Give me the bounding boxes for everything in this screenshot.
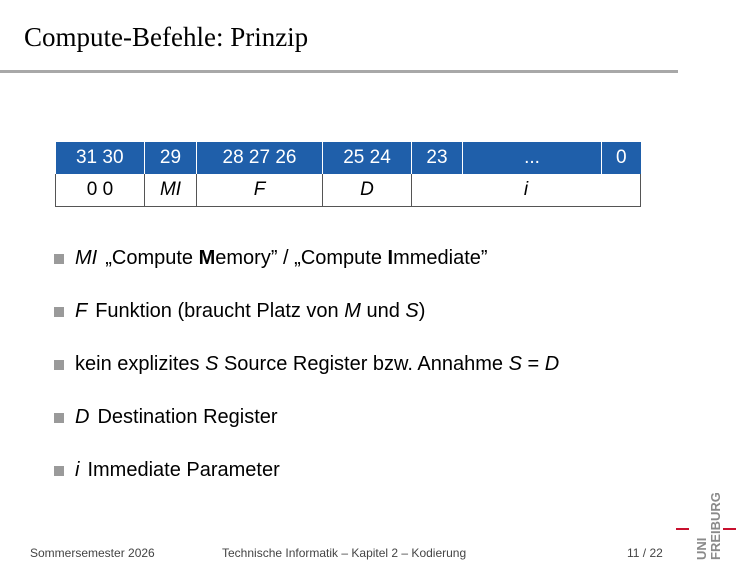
bullet-italic: M [344,300,361,322]
field-cell: F [197,174,323,207]
list-item [54,444,559,497]
field-cell: i [412,174,641,207]
instruction-format-table [55,142,641,207]
page-number: 11 / 22 [627,546,663,560]
bullet-text: „Compute [105,247,199,269]
slide-title: Compute-Befehle: Prinzip [24,22,309,52]
field-row [56,174,641,207]
bit-header: 28 27 26 [197,142,323,174]
bullet-text: mmediate” [393,247,488,269]
bullet-bold: I [387,247,394,269]
bullet-italic: D [544,353,560,375]
list-item [54,232,559,285]
bullet-list [54,232,559,497]
bullet-text: Immediate Parameter [87,459,280,481]
bit-header: 0 [602,142,641,174]
bit-header: 31 30 [56,142,145,174]
field-cell: D [323,174,412,207]
bullet-key: i [75,459,80,481]
bullet-key: D [75,406,90,428]
bit-header: 29 [145,142,197,174]
bullet-icon [54,413,64,423]
bit-header: 23 [412,142,463,174]
bullet-text: ) [418,300,426,322]
logo-accent-bar [723,528,736,530]
list-item [54,391,559,444]
bit-position-row [56,142,641,174]
bullet-text: emory” / „Compute [215,247,388,269]
list-item [54,285,559,338]
bullet-text: = [521,353,545,375]
university-logo-icon [676,478,736,560]
bullet-text: und [360,300,406,322]
footer-semester: Sommersemester 2026 [30,546,155,560]
bullet-text: Source Register bzw. Annahme [218,353,509,375]
bullet-icon [54,466,64,476]
bullet-italic: S [405,300,419,322]
logo-text-uni: UNI [694,537,709,560]
logo-accent-bar [676,528,689,530]
bullet-text: Destination Register [97,406,278,428]
bullet-text: Funktion (braucht Platz von [95,300,345,322]
bullet-icon [54,254,64,264]
logo-text-freiburg: FREIBURG [708,492,723,560]
bullet-icon [54,360,64,370]
title-divider [0,70,678,73]
bullet-text: kein explizites [75,353,206,375]
bullet-key: F [75,300,88,322]
bullet-italic: S [205,353,219,375]
bit-header: ... [463,142,602,174]
footer-course: Technische Informatik – Kapitel 2 – Kodierung [222,546,467,560]
bullet-icon [54,307,64,317]
bullet-key: MI [75,247,98,269]
bit-header: 25 24 [323,142,412,174]
field-cell: MI [145,174,197,207]
bullet-italic: S [508,353,522,375]
list-item [54,338,559,391]
field-cell: 0 0 [56,174,145,207]
bullet-bold: M [198,247,216,269]
